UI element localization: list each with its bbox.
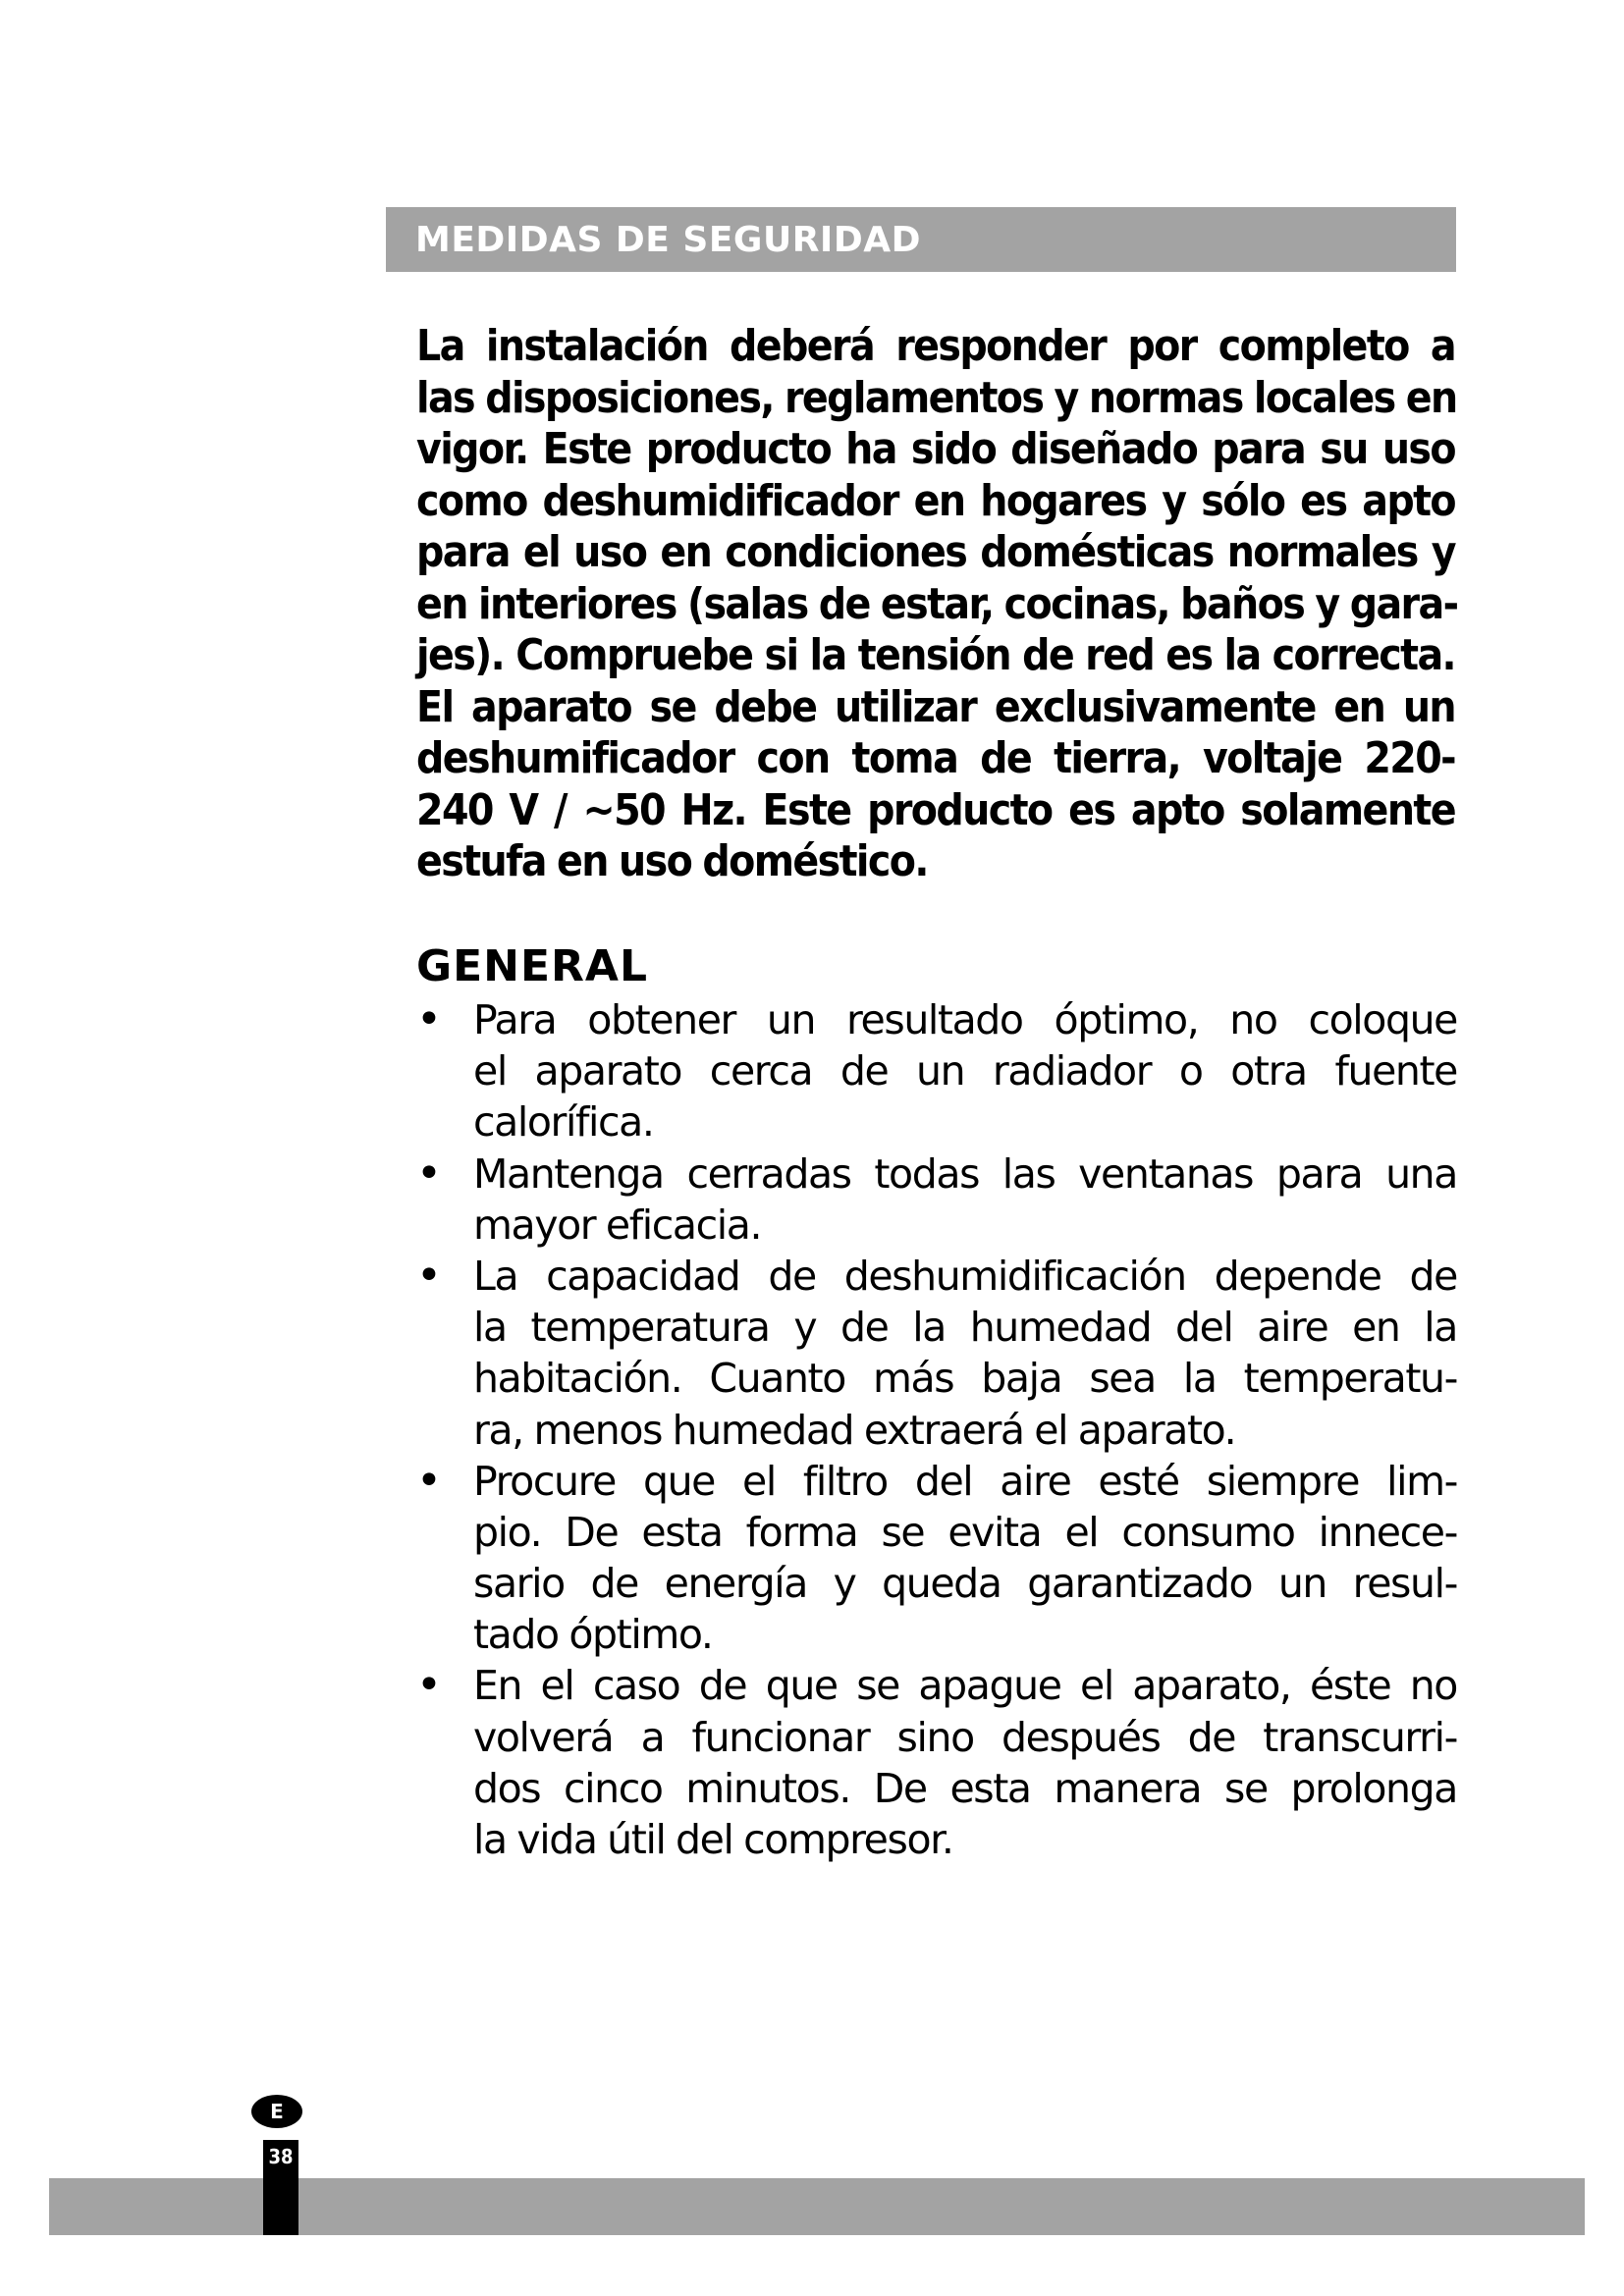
general-heading: GENERAL bbox=[416, 941, 649, 991]
bullet-line: pio. De esta forma se evita el consumo innece- bbox=[473, 1508, 1457, 1556]
bullet-line: el aparato cerca de un radiador o otra fuente bbox=[473, 1047, 1457, 1095]
bullet-line: volverá a funcionar sino después de transcurri- bbox=[473, 1713, 1457, 1761]
intro-line: las disposiciones, reglamentos y normas locales en bbox=[416, 372, 1457, 423]
bullet-icon: • bbox=[416, 1148, 442, 1199]
page-number: 38 bbox=[263, 2140, 298, 2235]
intro-line: La instalación deberá responder por completo a bbox=[416, 321, 1455, 371]
intro-line: El aparato se debe utilizar exclusivamente en un bbox=[416, 681, 1455, 732]
intro-line: deshumificador con toma de tierra, voltaje 220- bbox=[416, 733, 1455, 783]
bullet-icon: • bbox=[416, 1660, 442, 1711]
bullet-item bbox=[416, 1456, 1457, 1661]
bullet-icon: • bbox=[416, 994, 442, 1044]
bullet-line: la temperatura y de la humedad del aire en la bbox=[473, 1304, 1457, 1352]
intro-line: para el uso en condiciones domésticas normales y bbox=[416, 527, 1455, 577]
bullet-line: la vida útil del compresor. bbox=[473, 1816, 953, 1863]
intro-line: como deshumidificador en hogares y sólo es apto bbox=[416, 475, 1455, 526]
bullet-line: calorífica. bbox=[473, 1098, 654, 1147]
language-badge: E bbox=[251, 2095, 302, 2128]
section-title: MEDIDAS DE SEGURIDAD bbox=[415, 219, 921, 260]
intro-line: jes). Compruebe si la tensión de red es la correcta. bbox=[416, 630, 1455, 680]
intro-line: vigor. Este producto ha sido diseñado para su uso bbox=[416, 424, 1455, 474]
intro-line: estufa en uso doméstico. bbox=[416, 836, 928, 886]
section-header bbox=[386, 207, 1456, 272]
intro-line: en interiores (salas de estar, cocinas, baños y gara- bbox=[416, 578, 1458, 629]
bullet-line: Procure que el filtro del aire esté siempre lim- bbox=[473, 1457, 1457, 1505]
bullet-line: sario de energía y queda garantizado un resul- bbox=[473, 1560, 1457, 1608]
bullet-line: La capacidad de deshumidificación depende de bbox=[473, 1252, 1457, 1300]
bullet-icon: • bbox=[416, 1455, 442, 1506]
bullet-item bbox=[416, 1148, 1457, 1251]
bullet-line: dos cinco minutos. De esta manera se prolonga bbox=[473, 1764, 1457, 1812]
bullet-item bbox=[416, 1251, 1457, 1456]
bullet-icon: • bbox=[416, 1250, 442, 1301]
bullet-line: En el caso de que se apague el aparato, éste no bbox=[473, 1662, 1457, 1710]
bullet-item bbox=[416, 994, 1457, 1148]
bullet-line: Mantenga cerradas todas las ventanas para una bbox=[473, 1149, 1457, 1198]
bullet-item bbox=[416, 1660, 1457, 1865]
bullet-line: mayor eficacia. bbox=[473, 1201, 762, 1249]
intro-paragraph bbox=[416, 321, 1458, 888]
intro-line: 240 V / ~50 Hz. Este producto es apto solamente bbox=[416, 784, 1455, 835]
bullet-line: habitación. Cuanto más baja sea la temperatu- bbox=[473, 1355, 1457, 1403]
bullet-line: ra, menos humedad extraerá el aparato. bbox=[473, 1406, 1236, 1454]
bullet-line: tado óptimo. bbox=[473, 1611, 713, 1659]
general-bullet-list bbox=[416, 994, 1457, 1865]
bullet-line: Para obtener un resultado óptimo, no coloque bbox=[473, 996, 1457, 1043]
